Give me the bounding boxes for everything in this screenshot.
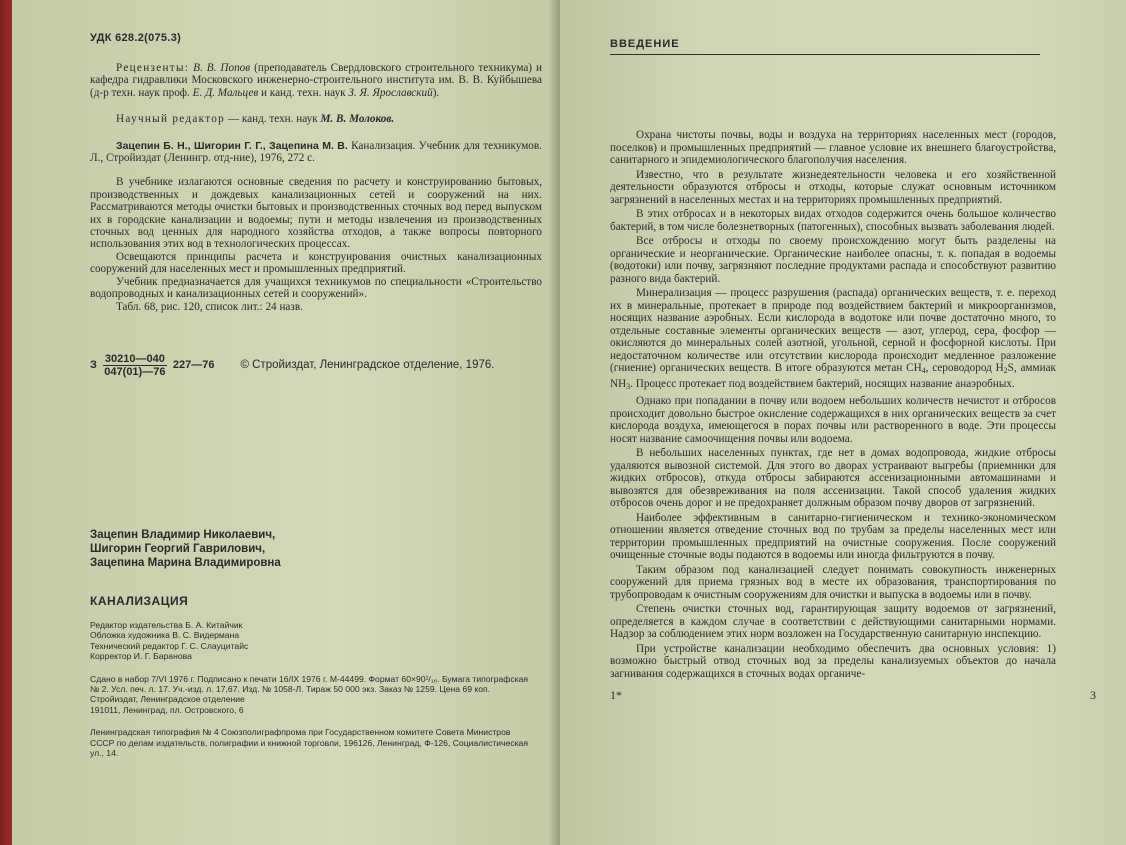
- editor-label: Научный редактор: [116, 113, 226, 126]
- code-suffix: 227—76: [172, 359, 215, 372]
- credit-line: Редактор издательства Б. А. Китайчик: [90, 619, 243, 630]
- authors-full: [90, 528, 542, 570]
- body-paragraph: Однако при попадании в почву или водоем небольших количеств нечистот и отбросов происходит довольно быстрое окисление содержащихся в них органических веществ за счет кислорода воздуха, имеющегося в порах почвы или растворенного в воде. Эти процессы носят название самоочищения почвы или водоема.: [610, 395, 1056, 445]
- code-numerator: 30210—040: [104, 352, 165, 365]
- copyright: © Стройиздат, Ленинградское отделение, 1976.: [240, 359, 495, 372]
- credit-line: Технический редактор Г. С. Слауцитайс: [90, 640, 249, 651]
- printer-line: Ленинградская типография № 4 Союзполиграфпрома при Государственном комитете Совета Министров СССР по делам издательств, полиграфии и книжной торговли, 196126, Ленинград, Ф-126, Социалистическая ул., 14.: [90, 727, 528, 758]
- scientific-editor: [90, 113, 542, 125]
- mineralization-paragraph: [610, 287, 1056, 393]
- chapter-heading: ВВЕДЕНИЕ: [610, 38, 1040, 55]
- reviewers-label: Рецензенты:: [116, 62, 190, 74]
- body-paragraph: В этих отбросах и в некоторых видах отходов содержится очень большое количество бактерий, в том числе болезнетворных (патогенных), способных вызвать заболевания людей.: [610, 208, 1056, 233]
- introduction-text: [610, 129, 1112, 680]
- body-paragraph: Известно, что в результате жизнедеятельности человека и его хозяйственной деятельности образуются отбросы и отходы, которые служат основным источником загрязнений в населенных местах и на территориях промышленных предприятий.: [610, 168, 1056, 206]
- imprint-line: Сдано в набор 7/VI 1976 г. Подписано к печати 16/IX 1976 г. М-44499. Формат 60×90¹/₁₆. Бумага типографская № 2. Усл. печ. л. 17. Уч.-изд. л. 17,67. Изд. № 1058-Л. Тираж 50 000 экз. Заказ № 1259. Цена 69 коп.: [90, 673, 529, 694]
- left-page: [12, 0, 560, 845]
- imprint-line: Стройиздат, Ленинградское отделение: [90, 694, 245, 705]
- subscript: 3: [626, 381, 631, 391]
- biblio-text: Канализация. Учебник для техникумов. Л., Стройиздат (Ленингр. отд-ние), 1976, 272 с.: [90, 139, 542, 165]
- abstract-paragraph: Табл. 68, рис. 120, список лит.: 24 назв.: [116, 300, 303, 313]
- signature-mark: 1*: [610, 688, 622, 702]
- reviewers-text: (преподаватель Свердловского строительного техникума) и кафедра гидравлики Московского инженерно-строительного института им. В. В. Куйбышева (д-р техн. наук проф.: [90, 62, 543, 99]
- code-prefix: З: [90, 359, 97, 372]
- printer-info: [90, 727, 530, 758]
- credit-line: Обложка художника В. С. Видермана: [90, 630, 240, 641]
- author-line: Зацепин Владимир Николаевич,: [90, 528, 276, 541]
- body-paragraph: В небольших населенных пунктах, где нет в домах водопровода, жидкие отбросы удаляются вывозной системой. Для этого во дворах устраивают выгребы (приемники для жидких отбросов), откуда отбросы забираются ассенизационными автомашинами и вывозятся для обезвреживания на поля ассенизации. Такой способ удаления жидких отбросов очень дорог и не предохраняет должным образом почву дворов от загрязнений.: [610, 447, 1056, 509]
- credit-line: Корректор И. Г. Баранова: [90, 651, 192, 662]
- reviewers-text-2: и канд. техн. наук: [261, 86, 346, 99]
- udk-code: УДК 628.2(075.3): [90, 32, 182, 44]
- body-paragraph: Наиболее эффективным в санитарно-гигиеническом и технико-экономическом отношении является отведение сточных вод по трубам за пределы населенных мест или территории промышленных предприятий на очистные сооружения. После сооружений очищенные сточные воды подаются в водоемы или иногда фильтруются в почву.: [610, 511, 1056, 561]
- body-paragraph: При устройстве канализации необходимо обеспечить два основных условия: 1) возможно быстрый отвод сточных вод за пределы канализуемых объектов до начала загнивания содержащихся в сточных водах органиче-: [610, 642, 1056, 680]
- abstract-paragraph: В учебнике излагаются основные сведения по расчету и конструированию бытовых, производственных и дождевых канализационных сетей и сооружений на них. Рассматриваются методы очистки бытовых и производственных сточных вод перед выпуском их в городские канализации и водоемы; пути и методы извлечения из производственных сточных вод ценных для народного хозяйства отходов, а также вопросы повторного использования этих вод в технологических процессах.: [90, 176, 542, 251]
- author-line: Зацепина Марина Владимировна: [90, 556, 281, 569]
- page-footer: [610, 688, 1096, 703]
- credits: [90, 620, 542, 662]
- body-paragraph: Все отбросы и отходы по своему происхождению могут быть разделены на органические и неорганические. Органические наиболее опасны, т. к. попадая в водоемы (водотоки) или почву, загрязняют последние продуктами распада и способствуют развитию разного вида бактерий.: [610, 235, 1056, 285]
- mineral-text-b: , сероводород H: [925, 362, 1004, 374]
- page-number: 3: [1090, 688, 1096, 702]
- reviewers: [90, 62, 542, 99]
- subscript: 2: [1003, 366, 1008, 375]
- right-page: [560, 0, 1126, 845]
- body-paragraph: Степень очистки сточных вод, гарантирующая защиту водоемов от загрязнений, определяется в каждом случае в соответствии с действующими санитарными нормами. Надзор за соблюдением этих норм возложен на Государственную санитарную инспекцию.: [610, 603, 1056, 640]
- subscript: 4: [921, 366, 926, 375]
- code-fraction: [103, 353, 167, 378]
- abstract: [90, 176, 542, 312]
- author-line: Шигорин Георгий Гаврилович,: [90, 542, 266, 555]
- mineral-text-c: S, аммиак NH: [610, 362, 1056, 390]
- biblio-authors: Зацепин Б. Н., Шигорин Г. Г., Зацепина М. В.: [116, 139, 348, 152]
- editor-text: — канд. техн. наук: [227, 113, 318, 126]
- reviewer-name-2: Е. Д. Мальцев: [192, 86, 259, 99]
- mineral-text-d: . Процесс протекает под воздействием бактерий, носящих название анаэробных.: [630, 377, 1015, 390]
- reviewer-name-1: В. В. Попов: [193, 62, 251, 74]
- mineral-text-a: Минерализация — процесс разрушения (распада) органических веществ, т. е. переход их в минеральные, протекает в природе под воздействием бактерий и микроорганизмов, носящих название аэробных. Если кислорода в водотоке или почве достаточно много, то отдельные составные элементы органических веществ — азот, углерод, сера, фосфор — окисляются до минеральных солей азотной, угольной, серной и фосфорной кислоты. При недостаточном количестве или отсутствии кислорода происходит медленное разложение (гниение) органических веществ. В итоге образуются метан CH: [610, 287, 1056, 374]
- abstract-paragraph: Учебник предназначается для учащихся техникумов по специальности «Строительство водопроводных и канализационных сетей и сооружений».: [90, 275, 542, 301]
- publication-code: [90, 353, 542, 378]
- reviewer-name-3: З. Я. Ярославский: [348, 86, 433, 99]
- book-title: КАНАЛИЗАЦИЯ: [90, 593, 189, 608]
- bibliographic-record: [90, 140, 542, 165]
- body-paragraph: Охрана чистоты почвы, воды и воздуха на территориях населенных мест (городов, поселков) и промышленных предприятий — главное условие их внешнего благоустройства, санитарного и эпидемиологического благополучия населения.: [610, 129, 1056, 166]
- body-paragraph: Таким образом под канализацией следует понимать совокупность инженерных сооружений для приема грязных вод в месте их образования, транспортирования по трубопроводам к очистным сооружениям для очистки и выпуска в водоемы или в почву.: [610, 563, 1056, 601]
- imprint-line: 191011, Ленинград, пл. Островского, 6: [90, 704, 244, 715]
- imprint: [90, 674, 530, 716]
- editor-name: М. В. Молоков.: [320, 113, 395, 126]
- reviewers-end: ).: [432, 86, 440, 99]
- code-denominator: 047(01)—76: [104, 365, 166, 378]
- abstract-paragraph: Освещаются принципы расчета и конструирования очистных канализационных сооружений для населенных мест и промышленных предприятий.: [90, 250, 542, 276]
